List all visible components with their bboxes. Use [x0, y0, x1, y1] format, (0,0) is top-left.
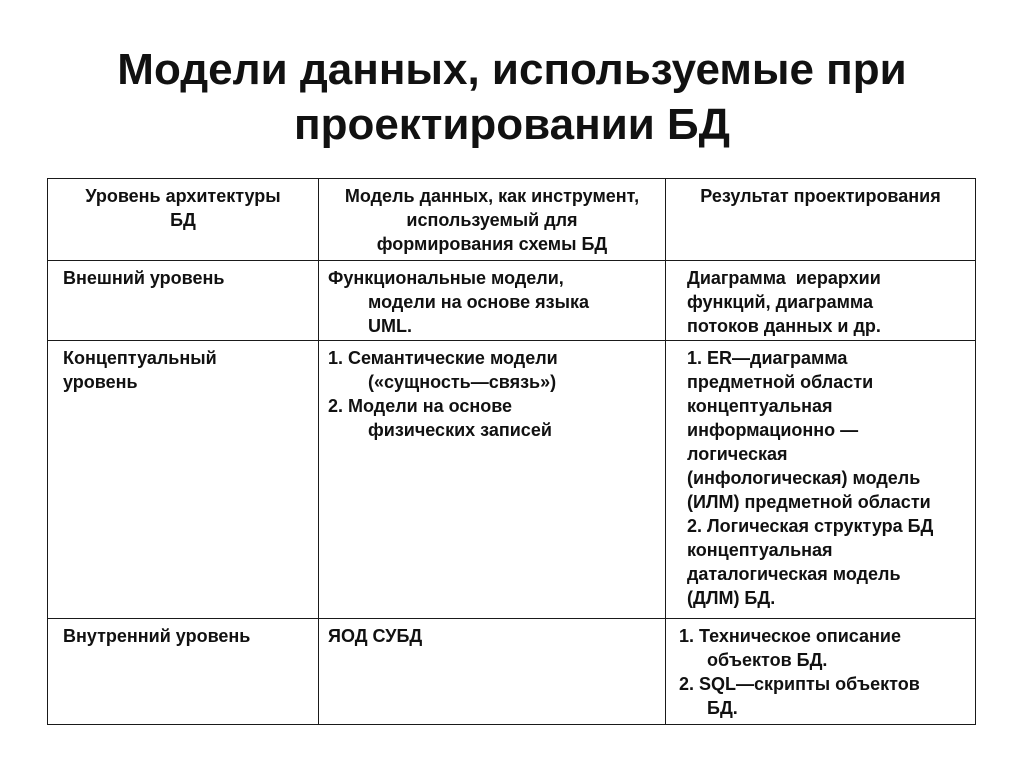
- result-item: 1. Техническое описание объектов БД.: [679, 626, 901, 670]
- model-item: 2. Модели на основе физических записей: [328, 396, 552, 440]
- header-label: Результат проектирования: [700, 186, 941, 206]
- level-text: Внутренний уровень: [63, 626, 251, 646]
- cell-result: [666, 261, 976, 341]
- slide-title: Модели данных, используемые при проектировании БД: [117, 45, 907, 149]
- table-row-internal-level: [48, 619, 976, 725]
- table-row-conceptual-level: [48, 341, 976, 619]
- model-item: 1. Семантические модели («сущность—связь»): [328, 348, 558, 392]
- level-text: Внешний уровень: [63, 268, 225, 288]
- header-cell-data-model: [319, 179, 666, 261]
- data-models-table: [47, 178, 976, 725]
- cell-model: [319, 261, 666, 341]
- cell-level: [48, 619, 319, 725]
- result-item: 1. ER—диаграмма предметной области концептуальная информационно — логическая (инфологическая) модель (ИЛМ) предметной области: [687, 348, 931, 512]
- cell-level: [48, 341, 319, 619]
- result-item: Диаграмма иерархии функций, диаграмма потоков данных и др.: [687, 268, 881, 336]
- header-label: Модель данных, как инструмент, используемый для формирования схемы БД: [344, 186, 640, 254]
- cell-model: [319, 341, 666, 619]
- result-item: 2. Логическая структура БД концептуальная даталогическая модель (ДЛМ) БД.: [687, 516, 934, 608]
- cell-result: [666, 341, 976, 619]
- header-cell-design-result: [666, 179, 976, 261]
- cell-model: [319, 619, 666, 725]
- cell-result: [666, 619, 976, 725]
- level-text: Концептуальный уровень: [63, 348, 217, 392]
- header-cell-architecture-level: [48, 179, 319, 261]
- result-item: 2. SQL—скрипты объектов БД.: [679, 674, 920, 718]
- table-header-row: [48, 179, 976, 261]
- table-row-external-level: [48, 261, 976, 341]
- header-label: Уровень архитектуры БД: [85, 186, 281, 230]
- model-item: Функциональные модели, модели на основе языка UML.: [328, 268, 589, 336]
- cell-level: [48, 261, 319, 341]
- model-item: ЯОД СУБД: [328, 626, 423, 646]
